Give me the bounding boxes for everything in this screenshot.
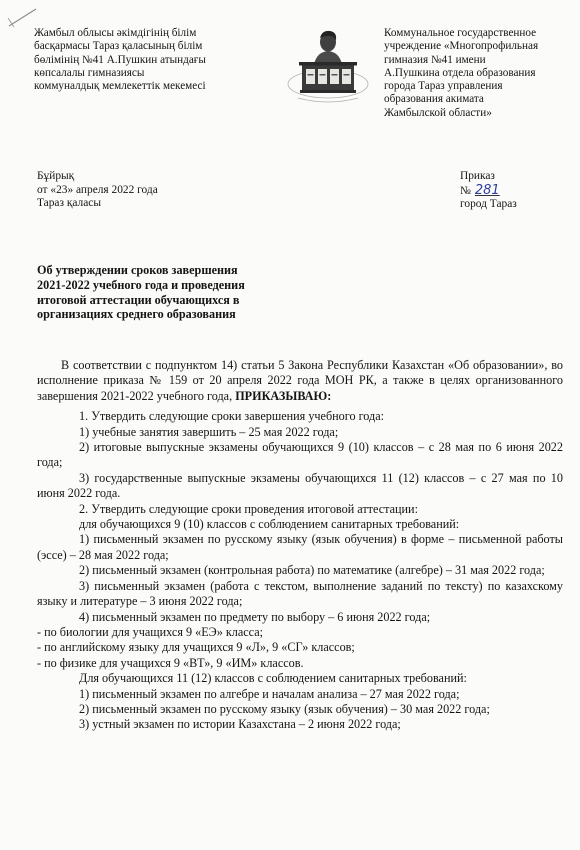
header-right-line: Жамбылской области»: [384, 106, 492, 119]
header-left-line: басқармасы Тараз қаласының білім: [34, 40, 203, 53]
handwritten-order-number: 281: [474, 182, 500, 198]
list-item: 1) письменный экзамен по алгебре и началам анализа – 27 мая 2022 года;: [79, 686, 460, 701]
title-line: итоговой аттестации обучающихся в: [37, 292, 240, 307]
subsection-heading: для обучающихся 9 (10) классов с соблюдением санитарных требований:: [79, 517, 460, 532]
list-item: 2) итоговые выпускные экзамены обучающихся 9 (10) классов – с 28 мая по 6 июня 2022 года;: [37, 440, 563, 470]
list-item: 1) письменный экзамен по русскому языку (язык обучения) в форме – письменной работы (эссе) – 28 мая 2022 года;: [37, 532, 563, 562]
list-item: 2) письменный экзамен по русскому языку (язык обучения) – 30 мая 2022 года;: [79, 701, 490, 716]
header-right-line: учреждение «Многопрофильная: [384, 40, 539, 53]
sub-list-item: - по биологии для учащихся 9 «ЕЭ» класса;: [37, 624, 264, 639]
header-left-line: бөлімінің №41 А.Пушкин атындағы: [34, 53, 206, 66]
header-russian-block: [384, 27, 570, 120]
title-line: 2021-2022 учебного года и проведения: [37, 277, 245, 292]
header-right-line: Коммунальное государственное: [384, 27, 537, 39]
section-heading: 2. Утвердить следующие сроки проведения итоговой аттестации:: [79, 501, 418, 516]
list-item: 1) учебные занятия завершить – 25 мая 2022 года;: [79, 424, 339, 439]
header-left-line: Жамбыл облысы әкімдігінің білім: [34, 27, 197, 39]
subsection-heading: Для обучающихся 11 (12) классов с соблюдением санитарных требований:: [79, 671, 467, 686]
order-meta-right: [460, 170, 517, 212]
sub-list-item: - по английскому языку для учащихся 9 «Л», 9 «СГ» классов;: [37, 640, 355, 655]
header-kazakh-block: [34, 27, 244, 93]
section-heading: 1. Утвердить следующие сроки завершения учебного года:: [79, 409, 385, 424]
list-item: 3) государственные выпускные экзамены обучающихся 11 (12) классов – с 27 мая по 10 июня 2022 года.: [37, 470, 563, 501]
header-right-line: гимназия №41 имени: [384, 53, 486, 66]
order-meta-left: [37, 170, 158, 211]
intro-text: В соответствии с подпунктом 14) статьи 5 Закона Республики Казахстан «Об образовании», во исполнение приказа № 159 от 20 апреля 2022 года МОН РК, а также в целях организованного завершения 2021-2022 учебного года,: [37, 358, 563, 403]
order-city-kazakh: Тараз қаласы: [37, 197, 101, 210]
list-item: 4) письменный экзамен по предмету по выбору – 6 июня 2022 года;: [79, 609, 431, 624]
list-item: 2) письменный экзамен (контрольная работа) по математике (алгебре) – 31 мая 2022 года;: [79, 563, 545, 578]
order-date: от «23» апреля 2022 года: [37, 183, 158, 196]
list-item: 3) письменный экзамен (работа с текстом, выполнение заданий по тексту) по казахскому языку и литературе – 3 июня 2022 года;: [37, 578, 563, 609]
order-command: ПРИКАЗЫВАЮ:: [235, 388, 332, 403]
order-title: [37, 263, 307, 322]
order-number: [460, 184, 517, 199]
header-left-line: көпсалалы гимназиясы: [34, 66, 145, 79]
sub-list-item: - по физике для учащихся 9 «ВТ», 9 «ИМ» классов.: [37, 655, 304, 670]
header-right-line: А.Пушкина отдела образования: [384, 66, 536, 79]
gymnasium-emblem-logo: [284, 26, 372, 106]
order-label-kazakh: Бұйрық: [37, 170, 75, 182]
order-city-russian: город Тараз: [460, 198, 517, 211]
header-right-line: города Тараз управления: [384, 80, 503, 93]
intro-paragraph: [37, 358, 563, 404]
header-left-line: коммуналдық мемлекеттік мекемесі: [34, 80, 206, 93]
title-line: организациях среднего образования: [37, 307, 236, 322]
order-body: [37, 358, 563, 733]
header-right-line: образования акимата: [384, 93, 484, 106]
order-label-russian: Приказ: [460, 170, 495, 182]
list-item: 3) устный экзамен по истории Казахстана – 2 июня 2022 года;: [79, 717, 401, 732]
number-sign: №: [460, 184, 471, 197]
title-line: Об утверждении сроков завершения: [37, 263, 238, 277]
